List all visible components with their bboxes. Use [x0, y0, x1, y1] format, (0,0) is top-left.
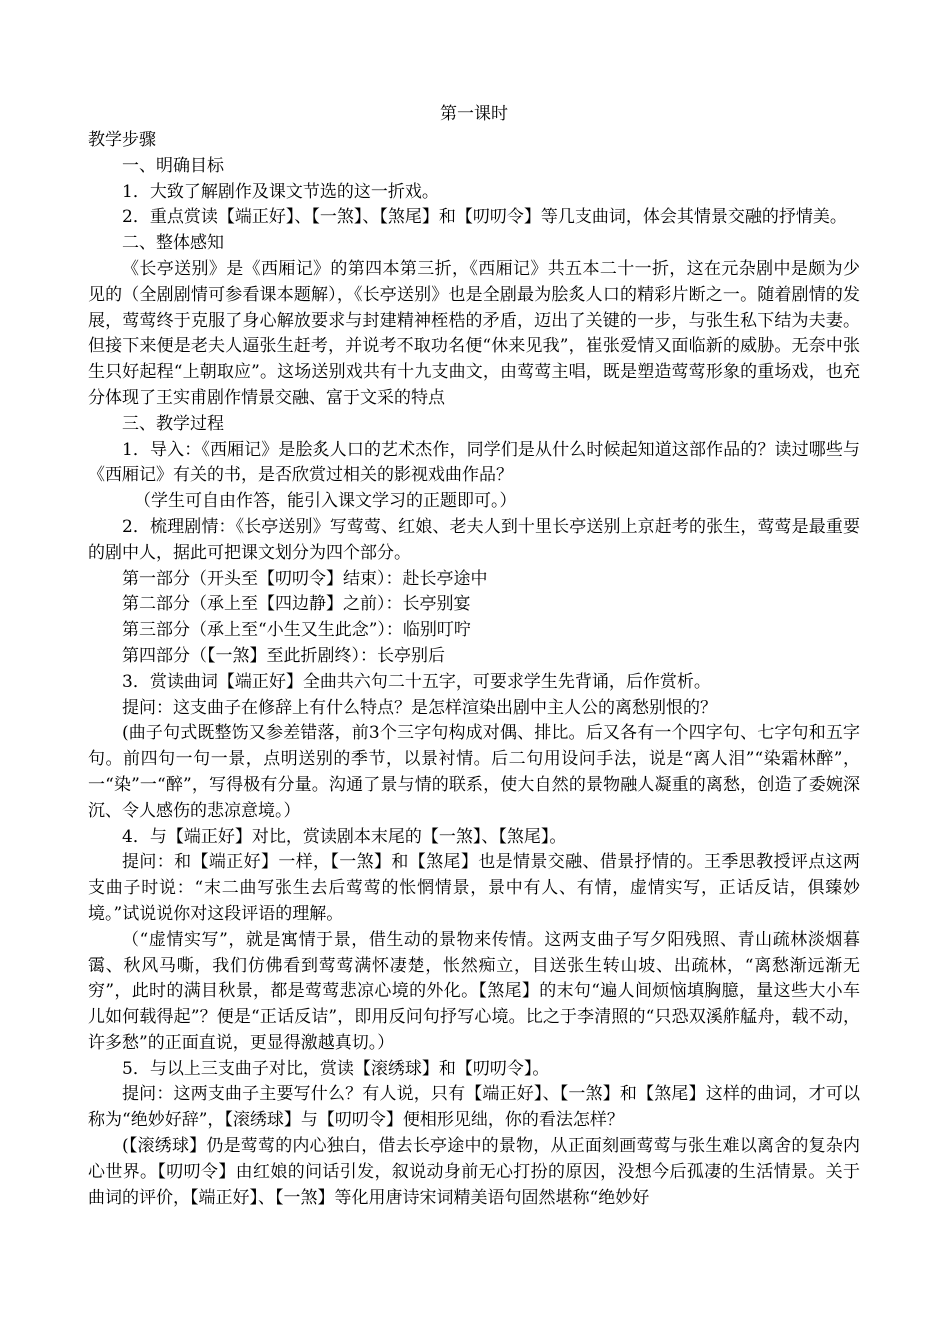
step-3-answer: (曲子句式既整饬又参差错落，前3个三字句构成对偶、排比。后又各有一个四字句、七字句和五字句。前四句一句一景，点明送别的季节，以景衬情。后二句用设问手法，说是“离人泪”“染霜林醉”，一“染”一“醉”，写得极有分量。沟通了景与情的联系，使大自然的景物融人凝重的离愁，创造了委婉深沉、令人感伤的悲凉意境。）	[88, 723, 860, 821]
part-2: 第二部分（承上至【四边静】之前）：长亭别宴	[122, 594, 471, 615]
heading-objectives: 一、明确目标	[122, 155, 224, 176]
step-4-compare: 4．与【端正好】对比，赏读剧本末尾的【一煞】、【煞尾】。	[122, 826, 567, 847]
step-1-intro: 1．导入：《西厢记》是脍炙人口的艺术杰作，同学们是从什么时候起知道这部作品的？读过哪些与《西厢记》有关的书，是否欣赏过相关的影视戏曲作品？	[88, 439, 860, 486]
section-heading-steps: 教学步骤	[88, 130, 156, 150]
heading-overview: 二、整体感知	[122, 233, 224, 254]
lesson-title: 第一课时	[440, 104, 508, 124]
step-3-appreciate: 3．赏读曲词【端正好】全曲共六句二十五字，可要求学生先背诵，后作赏析。	[122, 671, 711, 692]
heading-process: 三、教学过程	[122, 413, 224, 434]
step-5-compare: 5．与以上三支曲子对比，赏读【滚绣球】和【叨叨令】。	[122, 1058, 550, 1079]
overview-paragraph: 《长亭送别》是《西厢记》的第四本第三折，《西厢记》共五本二十一折，这在元杂剧中是颇为少见的（全剧剧情可参看课本题解），《长亭送别》也是全剧最为脍炙人口的精彩片断之一。随着剧情的发展，莺莺终于克服了身心解放要求与封建精神桎梏的矛盾，迈出了关键的一步，与张生私下结为夫妻。但接下来便是老夫人逼张生赶考，并说考不取功名便“休来见我”，崔张爱情又面临新的威胁。无奈中张生只好起程“上朝取应”。这场送别戏共有十九支曲文，由莺莺主唱，既是塑造莺莺形象的重场戏，也充分体现了王实甫剧作情景交融、富于文采的特点	[88, 258, 860, 408]
step-5-answer: (【滚绣球】仍是莺莺的内心独白，借去长亭途中的景物，从正面刻画莺莺与张生难以离舍的复杂内心世界。【叨叨令】由红娘的问话引发，叙说动身前无心打扮的原因，没想今后孤凄的生活情景。关于曲词的评价，【端正好】、【一煞】等化用唐诗宋词精美语句固然堪称“绝妙好	[88, 1136, 860, 1208]
part-4: 第四部分（【一煞】至此折剧终）：长亭别后	[122, 645, 445, 666]
objective-1: 1．大致了解剧作及课文节选的这一折戏。	[122, 181, 439, 202]
step-5-question: 提问：这两支曲子主要写什么？有人说，只有【端正好】、【一煞】和【煞尾】这样的曲词，才可以称为“绝妙好辞”，【滚绣球】与【叨叨令】便相形见绌，你的看法怎样？	[88, 1084, 860, 1131]
document-page	[88, 92, 860, 1211]
step-2-plot: 2．梳理剧情：《长亭送别》写莺莺、红娘、老夫人到十里长亭送别上京赶考的张生，莺莺是最重要的剧中人，据此可把课文划分为四个部分。	[88, 516, 860, 563]
objective-2: 2．重点赏读【端正好】、【一煞】、【煞尾】和【叨叨令】等几支曲词，体会其情景交融的抒情美。	[122, 207, 847, 228]
step-1-note: （学生可自由作答，能引入课文学习的正题即可。）	[134, 491, 517, 512]
step-4-question: 提问：和【端正好】一样，【一煞】和【煞尾】也是情景交融、借景抒情的。王季思教授评点这两支曲子时说：“末二曲写张生去后莺莺的怅惘情景，景中有人、有情，虚情实写，正话反诘，俱臻妙境。”试说说你对这段评语的理解。	[88, 852, 860, 924]
step-4-answer: （“虚情实写”，就是寓情于景，借生动的景物来传情。这两支曲子写夕阳残照、青山疏林淡烟暮霭、秋风马嘶，我们仿佛看到莺莺满怀凄楚，怅然痴立，目送张生转山坡、出疏林，“离愁渐远渐无穷”，此时的满目秋景，都是莺莺悲凉心境的外化。【煞尾】的末句“遍人间烦恼填胸臆，量这些大小车儿如何载得起”？便是“正话反诘”，即用反问句抒写心境。比之于李清照的“只恐双溪舴艋舟，载不动，许多愁”的正面直说，更显得激越真切。）	[88, 929, 860, 1053]
part-3: 第三部分（承上至“小生又生此念”）：临别叮咛	[122, 620, 471, 641]
part-1: 第一部分（开头至【叨叨令】结束）：赴长亭途中	[122, 568, 488, 589]
step-3-question: 提问：这支曲子在修辞上有什么特点？是怎样渲染出剧中主人公的离愁别恨的？	[122, 697, 717, 718]
